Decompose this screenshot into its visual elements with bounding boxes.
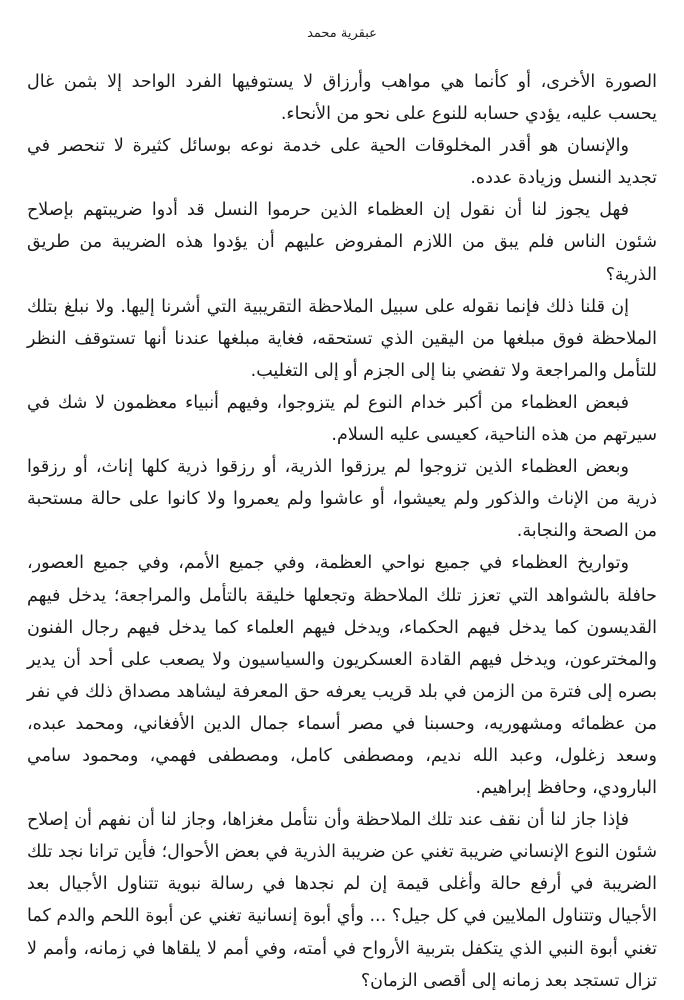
running-header-title: عبقرية محمد (307, 26, 377, 41)
paragraph-8: فإذا جاز لنا أن نقف عند تلك الملاحظة وأن نتأمل مغزاها، وجاز لنا أن نفهم أن إصلاح شئون النوع الإنساني ضريبة تغني عن ضريبة الذرية في بعض الأحوال؛ فأين ترانا نجد تلك الضريبة في أرفع حالة وأغلى قيمة إن لم نجدها في رسالة نبوية تتناول الأجيال بعد الأجيال وتتناول الملايين في كل جيل؟ ... وأي أبوة إنسانية تغني عن أبوة اللحم والدم كما تغني أبوة النبي الذي يتكفل بتربية الأرواح في أمته، وفي أمم لا يلقاها في زمانه، وأمم لا تزال تستجد بعد زمانه إلى أقصى الزمان؟ (27, 810, 657, 991)
paragraph-3: فهل يجوز لنا أن نقول إن العظماء الذين حرموا النسل قد أدوا ضريبتهم بإصلاح شئون الناس فلم يبق من اللازم المفروض عليهم أن يؤدوا هذه الضريبة من طريق الذرية؟ (27, 200, 657, 285)
body-text (27, 66, 657, 997)
paragraph-7: وتواريخ العظماء في جميع نواحي العظمة، وفي جميع الأمم، وفي جميع العصور، حافلة بالشواهد التي تعزز تلك الملاحظة وتجعلها خليقة بالتأمل والمراجعة؛ يدخل فيهم القديسون كما يدخل فيهم الحكماء، ويدخل فيهم العلماء كما يدخل فيهم رجال الفنون والمخترعون، ويدخل فيهم القادة العسكريون والسياسيون ولا يصعب على أحد أن يدير بصره إلى فترة من الزمن في بلد قريب يعرفه حق المعرفة ليشاهد مصداق ذلك في نفر من عظمائه ومشهوريه، وحسبنا في مصر أسماء جمال الدين الأفغاني، ومحمد عبده، وسعد زغلول، وعبد الله نديم، ومصطفى كامل، ومصطفى فهمي، ومحمود سامي البارودي، وحافظ إبراهيم. (27, 553, 657, 799)
paragraph-6: وبعض العظماء الذين تزوجوا لم يرزقوا الذرية، أو رزقوا ذرية كلها إناث، أو رزقوا ذرية من الإناث والذكور ولم يعيشوا، أو عاشوا ولم يعمروا ولا كانوا على حالة مستحبة من الصحة والنجابة. (27, 457, 657, 542)
paragraph-1: الصورة الأخرى، أو كأنما هي مواهب وأرزاق لا يستوفيها الفرد الواحد إلا بثمن غال يحسب عليه، يؤدي حسابه للنوع على نحو من الأنحاء. (27, 72, 657, 125)
paragraph-5: فبعض العظماء من أكبر خدام النوع لم يتزوجوا، وفيهم أنبياء معظمون لا شك في سيرتهم من هذه الناحية، كعيسى عليه السلام. (27, 392, 657, 446)
paragraph-2: والإنسان هو أقدر المخلوقات الحية على خدمة نوعه بوسائل كثيرة لا تنحصر في تجديد النسل وزيادة عدده. (27, 136, 657, 189)
paragraph-4: إن قلنا ذلك فإنما نقوله على سبيل الملاحظة التقريبية التي أشرنا إليها. ولا نبلغ بتلك الملاحظة فوق مبلغها من اليقين الذي تستحقه، فغاية مبلغها عندنا أنها تستوقف النظر للتأمل والمراجعة ولا تفضي بنا إلى الجزم أو إلى التغليب. (27, 296, 657, 381)
